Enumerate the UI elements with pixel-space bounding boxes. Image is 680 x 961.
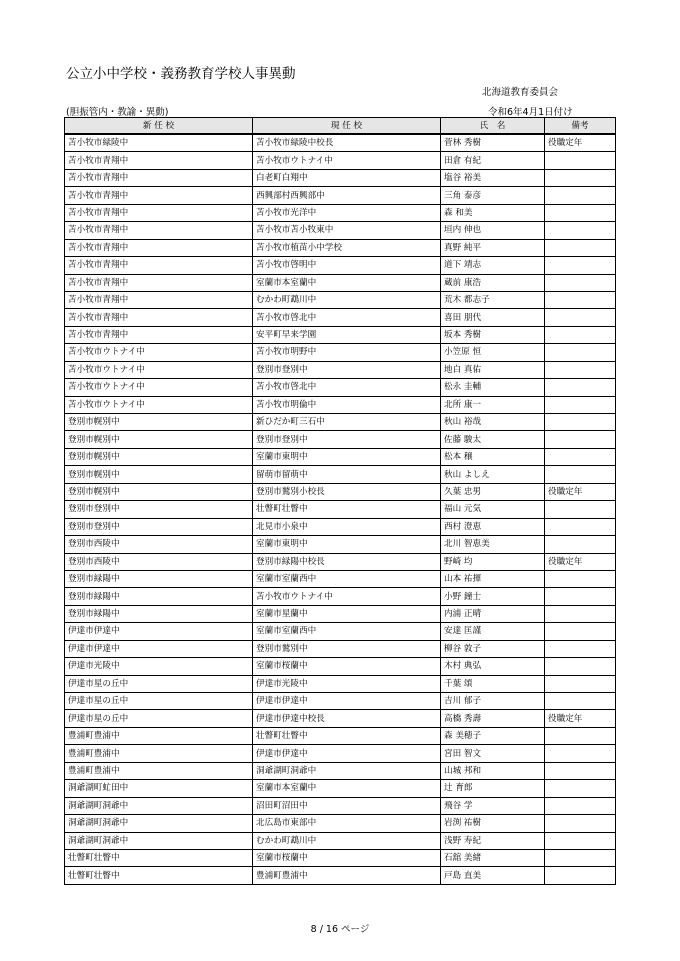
cell-name: 岩渕 祐樹 bbox=[441, 815, 545, 832]
cell-name: 森 美穂子 bbox=[441, 727, 545, 744]
cell-new-school: 登別市西陵中 bbox=[65, 536, 253, 553]
cell-remarks bbox=[545, 815, 616, 832]
cell-new-school: 苫小牧市青翔中 bbox=[65, 222, 253, 239]
table-row bbox=[65, 466, 616, 483]
table-row bbox=[65, 274, 616, 291]
cell-name: 菅林 秀樹 bbox=[441, 134, 545, 152]
cell-new-school: 登別市幌別中 bbox=[65, 431, 253, 448]
cell-current-school: 新ひだか町三石中 bbox=[253, 414, 441, 431]
cell-new-school: 苫小牧市青翔中 bbox=[65, 169, 253, 186]
cell-name: 安達 匡謹 bbox=[441, 623, 545, 640]
table-row bbox=[65, 815, 616, 832]
table-row bbox=[65, 361, 616, 378]
table-row bbox=[65, 570, 616, 587]
cell-new-school: 登別市緑陽中 bbox=[65, 588, 253, 605]
cell-name: 石舘 美緒 bbox=[441, 849, 545, 866]
cell-name: 福山 元気 bbox=[441, 501, 545, 518]
cell-remarks bbox=[545, 379, 616, 396]
table-row bbox=[65, 152, 616, 169]
cell-new-school: 伊達市伊達中 bbox=[65, 623, 253, 640]
cell-remarks bbox=[545, 658, 616, 675]
cell-current-school: 壮瞥町壮瞥中 bbox=[253, 501, 441, 518]
cell-current-school: 登別市鷲別中 bbox=[253, 640, 441, 657]
cell-name: 千葉 頌 bbox=[441, 675, 545, 692]
cell-remarks bbox=[545, 849, 616, 866]
table-row bbox=[65, 501, 616, 518]
cell-new-school: 登別市緑陽中 bbox=[65, 605, 253, 622]
cell-new-school: 伊達市星の丘中 bbox=[65, 693, 253, 710]
cell-name: 道下 靖志 bbox=[441, 257, 545, 274]
cell-current-school: 苫小牧市明倫中 bbox=[253, 396, 441, 413]
cell-new-school: 苫小牧市緑陵中 bbox=[65, 134, 253, 152]
column-header-name: 氏 名 bbox=[441, 118, 545, 135]
cell-new-school: 苫小牧市ウトナイ中 bbox=[65, 361, 253, 378]
table-row bbox=[65, 536, 616, 553]
effective-date: 令和6年4月1日付け bbox=[488, 107, 573, 118]
cell-remarks bbox=[545, 187, 616, 204]
cell-current-school: 苫小牧市啓北中 bbox=[253, 309, 441, 326]
cell-current-school: 室蘭市本室蘭中 bbox=[253, 780, 441, 797]
cell-remarks bbox=[545, 797, 616, 814]
cell-remarks bbox=[545, 693, 616, 710]
cell-remarks bbox=[545, 309, 616, 326]
cell-name: 小笠原 恒 bbox=[441, 344, 545, 361]
table-row bbox=[65, 518, 616, 535]
table-row bbox=[65, 291, 616, 308]
cell-current-school: 豊浦町豊浦中 bbox=[253, 867, 441, 884]
cell-name: 久葉 忠男 bbox=[441, 483, 545, 500]
cell-current-school: 伊達市光陵中 bbox=[253, 675, 441, 692]
cell-remarks bbox=[545, 518, 616, 535]
cell-remarks bbox=[545, 762, 616, 779]
cell-remarks bbox=[545, 152, 616, 169]
cell-name: 塩谷 裕美 bbox=[441, 169, 545, 186]
cell-new-school: 苫小牧市青翔中 bbox=[65, 204, 253, 221]
cell-new-school: 苫小牧市ウトナイ中 bbox=[65, 344, 253, 361]
page-number: 8 / 16 ページ bbox=[310, 924, 370, 935]
cell-new-school: 豊浦町豊浦中 bbox=[65, 762, 253, 779]
table-body bbox=[65, 134, 616, 884]
cell-name: 戸島 直美 bbox=[441, 867, 545, 884]
cell-current-school: 苫小牧市ウトナイ中 bbox=[253, 588, 441, 605]
cell-name: 浅野 寿紀 bbox=[441, 832, 545, 849]
table-row bbox=[65, 693, 616, 710]
table-row bbox=[65, 867, 616, 884]
cell-name: 喜田 朋代 bbox=[441, 309, 545, 326]
cell-new-school: 伊達市星の丘中 bbox=[65, 675, 253, 692]
cell-current-school: 登別市鷲別小校長 bbox=[253, 483, 441, 500]
cell-new-school: 苫小牧市青翔中 bbox=[65, 291, 253, 308]
cell-new-school: 苫小牧市青翔中 bbox=[65, 274, 253, 291]
cell-current-school: 洞爺湖町洞爺中 bbox=[253, 762, 441, 779]
cell-new-school: 苫小牧市青翔中 bbox=[65, 326, 253, 343]
cell-new-school: 洞爺湖町虻田中 bbox=[65, 780, 253, 797]
column-header-current-school: 現 任 校 bbox=[253, 118, 441, 135]
cell-remarks: 役職定年 bbox=[545, 710, 616, 727]
cell-name: 森 和美 bbox=[441, 204, 545, 221]
table-row bbox=[65, 623, 616, 640]
cell-remarks: 役職定年 bbox=[545, 134, 616, 152]
cell-remarks bbox=[545, 675, 616, 692]
table-header-row bbox=[65, 118, 616, 135]
cell-current-school: 室蘭市室蘭西中 bbox=[253, 570, 441, 587]
cell-current-school: 苫小牧市ウトナイ中 bbox=[253, 152, 441, 169]
cell-new-school: 登別市緑陽中 bbox=[65, 570, 253, 587]
cell-current-school: 苫小牧市啓北中 bbox=[253, 379, 441, 396]
cell-name: 北所 康一 bbox=[441, 396, 545, 413]
cell-remarks bbox=[545, 832, 616, 849]
cell-current-school: 苫小牧市光洋中 bbox=[253, 204, 441, 221]
table-row bbox=[65, 780, 616, 797]
cell-name: 垣内 伸也 bbox=[441, 222, 545, 239]
table-row bbox=[65, 379, 616, 396]
table-row bbox=[65, 483, 616, 500]
cell-name: 北川 智恵美 bbox=[441, 536, 545, 553]
cell-name: 吉川 郁子 bbox=[441, 693, 545, 710]
cell-current-school: 安平町早来学園 bbox=[253, 326, 441, 343]
cell-current-school: 室蘭市星蘭中 bbox=[253, 605, 441, 622]
cell-new-school: 苫小牧市青翔中 bbox=[65, 309, 253, 326]
cell-current-school: 伊達市伊達中 bbox=[253, 745, 441, 762]
cell-new-school: 苫小牧市青翔中 bbox=[65, 152, 253, 169]
table-row bbox=[65, 326, 616, 343]
cell-current-school: 苫小牧市緑陵中校長 bbox=[253, 134, 441, 152]
cell-current-school: 北広島市東部中 bbox=[253, 815, 441, 832]
cell-remarks bbox=[545, 745, 616, 762]
cell-current-school: 白老町白翔中 bbox=[253, 169, 441, 186]
cell-remarks bbox=[545, 623, 616, 640]
table-row bbox=[65, 431, 616, 448]
cell-remarks bbox=[545, 204, 616, 221]
cell-remarks bbox=[545, 344, 616, 361]
table-row bbox=[65, 640, 616, 657]
cell-current-school: 沼田町沼田中 bbox=[253, 797, 441, 814]
table-row bbox=[65, 169, 616, 186]
table-row bbox=[65, 727, 616, 744]
cell-current-school: 室蘭市桜蘭中 bbox=[253, 658, 441, 675]
table-row bbox=[65, 710, 616, 727]
cell-remarks bbox=[545, 361, 616, 378]
column-header-remarks: 備考 bbox=[545, 118, 616, 135]
cell-name: 秋山 裕哉 bbox=[441, 414, 545, 431]
cell-name: 内浦 正晴 bbox=[441, 605, 545, 622]
cell-new-school: 苫小牧市ウトナイ中 bbox=[65, 379, 253, 396]
cell-current-school: 北見市小泉中 bbox=[253, 518, 441, 535]
cell-name: 松永 圭輔 bbox=[441, 379, 545, 396]
cell-new-school: 洞爺湖町洞爺中 bbox=[65, 797, 253, 814]
issuing-organization: 北海道教育委員会 bbox=[482, 87, 559, 98]
cell-name: 高橋 秀壽 bbox=[441, 710, 545, 727]
cell-name: 宮田 智文 bbox=[441, 745, 545, 762]
cell-current-school: 室蘭市本室蘭中 bbox=[253, 274, 441, 291]
table-row bbox=[65, 675, 616, 692]
cell-remarks bbox=[545, 536, 616, 553]
cell-new-school: 苫小牧市青翔中 bbox=[65, 187, 253, 204]
cell-remarks bbox=[545, 169, 616, 186]
cell-new-school: 登別市幌別中 bbox=[65, 466, 253, 483]
table-row bbox=[65, 239, 616, 256]
cell-current-school: 室蘭市東明中 bbox=[253, 536, 441, 553]
cell-name: 飛谷 学 bbox=[441, 797, 545, 814]
cell-name: 秋山 よしえ bbox=[441, 466, 545, 483]
cell-current-school: 壮瞥町壮瞥中 bbox=[253, 727, 441, 744]
cell-remarks bbox=[545, 291, 616, 308]
cell-new-school: 登別市幌別中 bbox=[65, 448, 253, 465]
cell-remarks bbox=[545, 257, 616, 274]
cell-name: 田倉 有紀 bbox=[441, 152, 545, 169]
cell-current-school: 伊達市伊達中 bbox=[253, 693, 441, 710]
column-header-new-school: 新 任 校 bbox=[65, 118, 253, 135]
cell-name: 松本 穣 bbox=[441, 448, 545, 465]
table-row bbox=[65, 745, 616, 762]
cell-name: 佐藤 駿太 bbox=[441, 431, 545, 448]
cell-name: 蔵前 康浩 bbox=[441, 274, 545, 291]
cell-new-school: 壮瞥町壮瞥中 bbox=[65, 867, 253, 884]
cell-name: 三角 泰彦 bbox=[441, 187, 545, 204]
cell-new-school: 伊達市星の丘中 bbox=[65, 710, 253, 727]
cell-remarks bbox=[545, 222, 616, 239]
cell-remarks bbox=[545, 431, 616, 448]
table-row bbox=[65, 257, 616, 274]
cell-name: 小野 鐘士 bbox=[441, 588, 545, 605]
cell-remarks bbox=[545, 448, 616, 465]
cell-current-school: 登別市緑陽中校長 bbox=[253, 553, 441, 570]
cell-current-school: むかわ町鵡川中 bbox=[253, 291, 441, 308]
table-row bbox=[65, 309, 616, 326]
table-row bbox=[65, 414, 616, 431]
cell-remarks bbox=[545, 640, 616, 657]
cell-remarks bbox=[545, 780, 616, 797]
table-row bbox=[65, 762, 616, 779]
cell-new-school: 苫小牧市青翔中 bbox=[65, 257, 253, 274]
cell-new-school: 洞爺湖町洞爺中 bbox=[65, 832, 253, 849]
cell-name: 地白 真佑 bbox=[441, 361, 545, 378]
cell-new-school: 登別市西陵中 bbox=[65, 553, 253, 570]
cell-current-school: 伊達市伊達中校長 bbox=[253, 710, 441, 727]
table-row bbox=[65, 222, 616, 239]
cell-current-school: 室蘭市桜蘭中 bbox=[253, 849, 441, 866]
cell-name: 真野 純平 bbox=[441, 239, 545, 256]
table-row bbox=[65, 396, 616, 413]
table-row bbox=[65, 605, 616, 622]
table-row bbox=[65, 553, 616, 570]
table-row bbox=[65, 832, 616, 849]
cell-new-school: 苫小牧市ウトナイ中 bbox=[65, 396, 253, 413]
cell-new-school: 伊達市光陵中 bbox=[65, 658, 253, 675]
cell-new-school: 壮瞥町壮瞥中 bbox=[65, 849, 253, 866]
cell-current-school: 登別市登別中 bbox=[253, 431, 441, 448]
cell-remarks bbox=[545, 239, 616, 256]
cell-remarks bbox=[545, 414, 616, 431]
cell-remarks bbox=[545, 727, 616, 744]
cell-new-school: 登別市幌別中 bbox=[65, 414, 253, 431]
cell-name: 柳谷 敦子 bbox=[441, 640, 545, 657]
table-row bbox=[65, 134, 616, 152]
cell-remarks bbox=[545, 867, 616, 884]
personnel-table bbox=[64, 117, 616, 885]
cell-current-school: 室蘭市東明中 bbox=[253, 448, 441, 465]
cell-remarks bbox=[545, 605, 616, 622]
cell-current-school: 苫小牧市苫小牧東中 bbox=[253, 222, 441, 239]
cell-current-school: 苫小牧市植苗小中学校 bbox=[253, 239, 441, 256]
cell-new-school: 登別市登別中 bbox=[65, 518, 253, 535]
cell-remarks bbox=[545, 501, 616, 518]
table-row bbox=[65, 448, 616, 465]
table-row bbox=[65, 797, 616, 814]
table-row bbox=[65, 849, 616, 866]
cell-remarks: 役職定年 bbox=[545, 483, 616, 500]
cell-current-school: 室蘭市室蘭西中 bbox=[253, 623, 441, 640]
cell-name: 野崎 均 bbox=[441, 553, 545, 570]
cell-current-school: 登別市登別中 bbox=[253, 361, 441, 378]
cell-remarks bbox=[545, 326, 616, 343]
cell-new-school: 伊達市伊達中 bbox=[65, 640, 253, 657]
cell-remarks bbox=[545, 588, 616, 605]
cell-current-school: 苫小牧市啓明中 bbox=[253, 257, 441, 274]
table-row bbox=[65, 187, 616, 204]
cell-remarks bbox=[545, 274, 616, 291]
cell-name: 坂本 秀樹 bbox=[441, 326, 545, 343]
cell-name: 木村 典弘 bbox=[441, 658, 545, 675]
table-row bbox=[65, 588, 616, 605]
table-row bbox=[65, 658, 616, 675]
cell-remarks bbox=[545, 466, 616, 483]
cell-remarks bbox=[545, 570, 616, 587]
cell-name: 山本 祐揮 bbox=[441, 570, 545, 587]
page-title: 公立小中学校・義務教育学校人事異動 bbox=[66, 66, 296, 82]
cell-new-school: 登別市幌別中 bbox=[65, 483, 253, 500]
cell-name: 西村 澄恵 bbox=[441, 518, 545, 535]
cell-current-school: 苫小牧市明野中 bbox=[253, 344, 441, 361]
cell-current-school: 留萌市留萌中 bbox=[253, 466, 441, 483]
cell-new-school: 豊浦町豊浦中 bbox=[65, 727, 253, 744]
cell-current-school: むかわ町鵡川中 bbox=[253, 832, 441, 849]
cell-name: 辻 育郎 bbox=[441, 780, 545, 797]
cell-new-school: 苫小牧市青翔中 bbox=[65, 239, 253, 256]
document-subtitle: (胆振管内・教諭・異動) bbox=[66, 107, 169, 118]
cell-new-school: 洞爺湖町洞爺中 bbox=[65, 815, 253, 832]
cell-new-school: 登別市登別中 bbox=[65, 501, 253, 518]
table-row bbox=[65, 204, 616, 221]
cell-name: 荒木 都志子 bbox=[441, 291, 545, 308]
table-row bbox=[65, 344, 616, 361]
cell-remarks bbox=[545, 396, 616, 413]
cell-remarks: 役職定年 bbox=[545, 553, 616, 570]
cell-current-school: 西興部村西興部中 bbox=[253, 187, 441, 204]
cell-new-school: 豊浦町豊浦中 bbox=[65, 745, 253, 762]
cell-name: 山城 邦和 bbox=[441, 762, 545, 779]
